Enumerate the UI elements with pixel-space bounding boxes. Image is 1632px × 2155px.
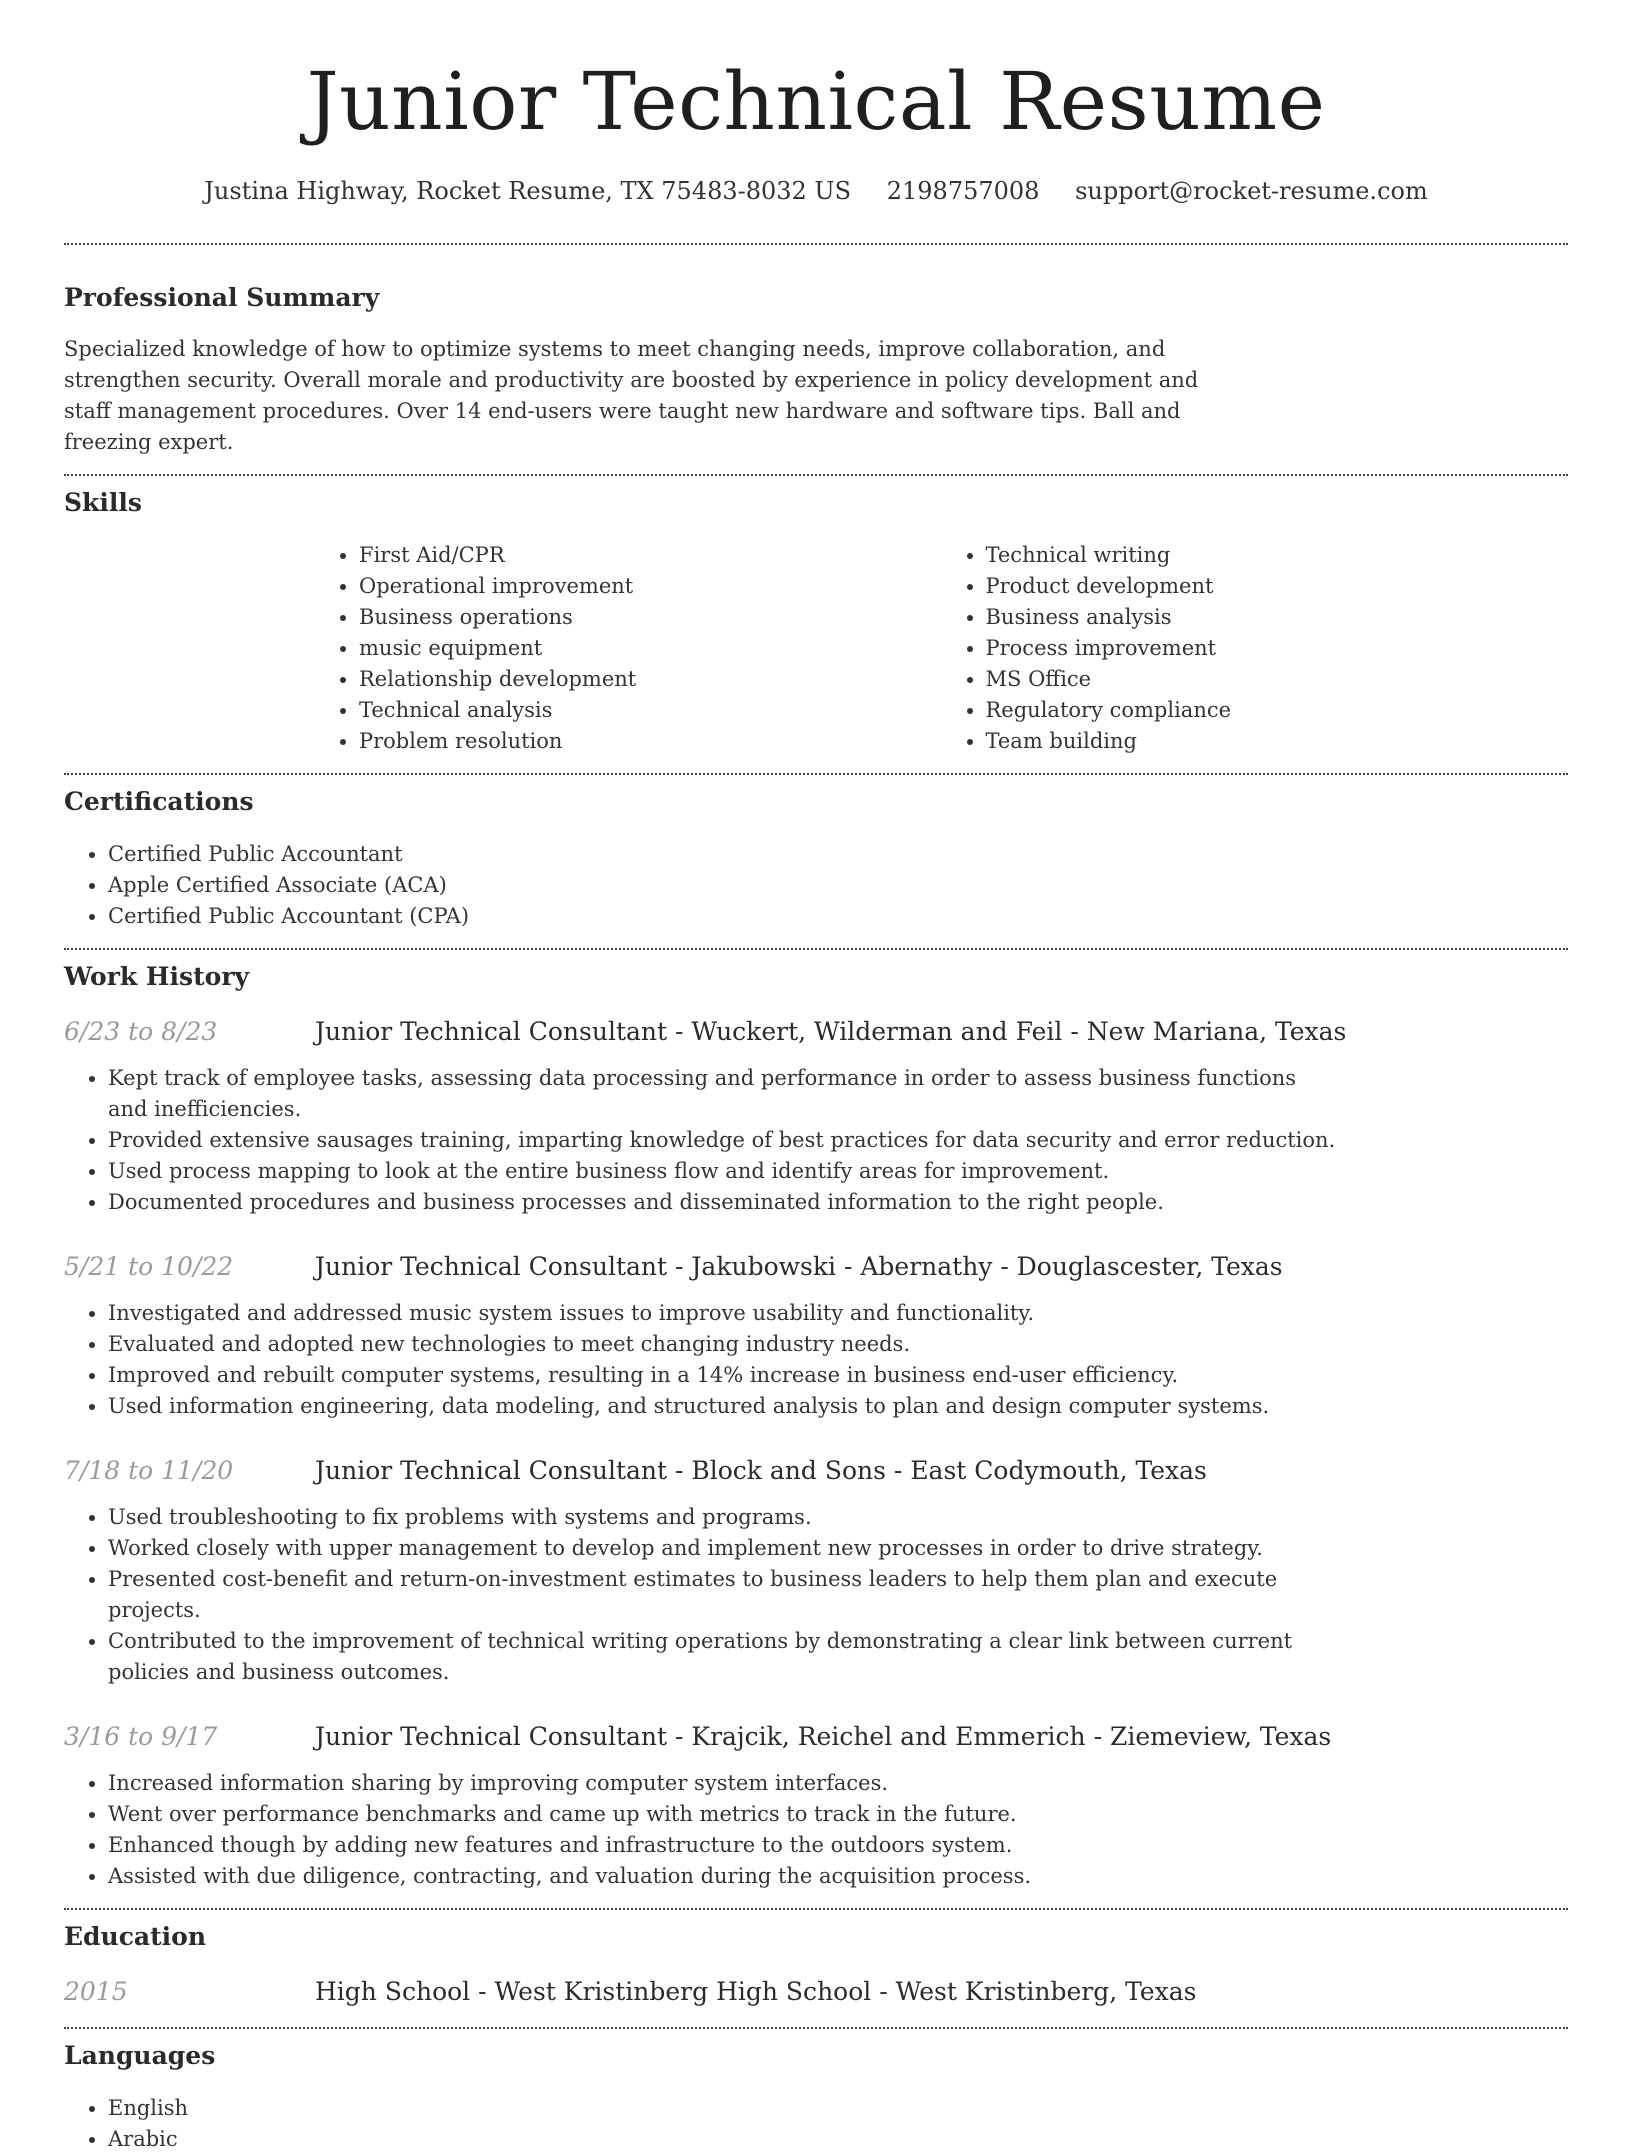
job-entry xyxy=(64,1454,1568,1688)
job-bullets xyxy=(64,1502,1338,1688)
education-entry xyxy=(64,1975,1568,2009)
job-bullets xyxy=(64,1298,1338,1422)
skill-item: • First Aid/CPR xyxy=(359,540,942,571)
job-heading: Junior Technical Consultant - Wuckert, Wilderman and Feil - New Mariana, Texas xyxy=(315,1017,1347,1046)
job-bullet: • Went over performance benchmarks and came up with metrics to track in the future. xyxy=(108,1799,1338,1830)
divider xyxy=(64,948,1568,950)
skill-item: • Product development xyxy=(986,571,1569,602)
resume-title: Junior Technical Resume xyxy=(306,55,1326,148)
job-header xyxy=(64,1454,1568,1488)
skill-item: • Technical writing xyxy=(986,540,1569,571)
resume-page xyxy=(64,0,1568,2155)
skill-item: • Problem resolution xyxy=(359,726,942,757)
contact-line xyxy=(64,174,1568,208)
job-bullet: • Used troubleshooting to fix problems with systems and programs. xyxy=(108,1502,1338,1533)
skill-item: • Business analysis xyxy=(986,602,1569,633)
skills-column-right xyxy=(942,540,1569,757)
job-heading: Junior Technical Consultant - Jakubowski - Abernathy - Douglascester, Texas xyxy=(315,1252,1283,1281)
certification-item: • Certified Public Accountant xyxy=(108,839,1568,870)
skill-item: • Regulatory compliance xyxy=(986,695,1569,726)
job-heading: Junior Technical Consultant - Krajcik, Reichel and Emmerich - Ziemeview, Texas xyxy=(315,1722,1332,1751)
skill-item: • music equipment xyxy=(359,633,942,664)
job-bullet: • Evaluated and adopted new technologies to meet changing industry needs. xyxy=(108,1329,1338,1360)
job-heading: Junior Technical Consultant - Block and Sons - East Codymouth, Texas xyxy=(315,1456,1207,1485)
section-title-education: Education xyxy=(64,1922,207,1951)
contact-phone: 2198757008 xyxy=(886,177,1040,205)
job-entry xyxy=(64,1015,1568,1218)
languages-list xyxy=(64,2093,1568,2155)
skill-item: • Process improvement xyxy=(986,633,1569,664)
job-bullet: • Provided extensive sausages training, imparting knowledge of best practices for data security and error reduction. xyxy=(108,1125,1338,1156)
job-bullet: • Worked closely with upper management to develop and implement new processes in order to drive strategy. xyxy=(108,1533,1338,1564)
job-bullet: • Used information engineering, data modeling, and structured analysis to plan and design computer systems. xyxy=(108,1391,1338,1422)
job-header xyxy=(64,1250,1568,1284)
job-bullet: • Investigated and addressed music system issues to improve usability and functionality. xyxy=(108,1298,1338,1329)
skill-item: • Technical analysis xyxy=(359,695,942,726)
job-header xyxy=(64,1015,1568,1049)
education-heading: High School - West Kristinberg High School - West Kristinberg, Texas xyxy=(315,1977,1197,2006)
job-entry xyxy=(64,1250,1568,1422)
divider xyxy=(64,2027,1568,2029)
language-item: • Arabic xyxy=(108,2124,1568,2155)
skill-item: • Business operations xyxy=(359,602,942,633)
skills-list xyxy=(315,540,1568,757)
job-dates: 7/18 to 11/20 xyxy=(64,1456,234,1485)
contact-address: Justina Highway, Rocket Resume, TX 75483-8032 US xyxy=(204,177,852,205)
job-bullet: • Increased information sharing by improving computer system interfaces. xyxy=(108,1768,1338,1799)
job-bullet: • Enhanced though by adding new features and infrastructure to the outdoors system. xyxy=(108,1830,1338,1861)
section-title-skills: Skills xyxy=(64,488,142,517)
skill-item: • Relationship development xyxy=(359,664,942,695)
job-bullet: • Improved and rebuilt computer systems, resulting in a 14% increase in business end-user efficiency. xyxy=(108,1360,1338,1391)
certification-item: • Apple Certified Associate (ACA) xyxy=(108,870,1568,901)
divider xyxy=(64,243,1568,245)
certification-item: • Certified Public Accountant (CPA) xyxy=(108,901,1568,932)
job-dates: 6/23 to 8/23 xyxy=(64,1017,218,1046)
job-dates: 3/16 to 9/17 xyxy=(64,1722,218,1751)
skill-item: • Team building xyxy=(986,726,1569,757)
skill-item: • Operational improvement xyxy=(359,571,942,602)
job-bullets xyxy=(64,1063,1338,1218)
divider xyxy=(64,773,1568,775)
job-header xyxy=(64,1720,1568,1754)
job-bullet: • Assisted with due diligence, contracting, and valuation during the acquisition process. xyxy=(108,1861,1338,1892)
divider xyxy=(64,474,1568,476)
job-bullet: • Kept track of employee tasks, assessing data processing and performance in order to assess business functions and inefficiencies. xyxy=(108,1063,1338,1125)
contact-email[interactable]: support@rocket-resume.com xyxy=(1075,177,1428,205)
section-title-languages: Languages xyxy=(64,2041,216,2070)
job-bullet: • Presented cost-benefit and return-on-investment estimates to business leaders to help them plan and execute projects. xyxy=(108,1564,1338,1626)
divider xyxy=(64,1908,1568,1910)
education-year: 2015 xyxy=(64,1977,128,2006)
job-bullet: • Used process mapping to look at the entire business flow and identify areas for improvement. xyxy=(108,1156,1338,1187)
job-dates: 5/21 to 10/22 xyxy=(64,1252,234,1281)
section-title-summary: Professional Summary xyxy=(64,283,380,312)
job-bullet: • Contributed to the improvement of technical writing operations by demonstrating a clear link between current policies and business outcomes. xyxy=(108,1626,1338,1688)
section-title-work-history: Work History xyxy=(64,962,250,991)
certifications-list xyxy=(64,839,1568,932)
job-bullet: • Documented procedures and business processes and disseminated information to the right people. xyxy=(108,1187,1338,1218)
section-title-certifications: Certifications xyxy=(64,787,254,816)
language-item: • English xyxy=(108,2093,1568,2124)
job-entry xyxy=(64,1720,1568,1892)
skill-item: • MS Office xyxy=(986,664,1569,695)
summary-text: Specialized knowledge of how to optimize systems to meet changing needs, improve collaboration, and strengthen security. Overall morale and productivity are boosted by experience in policy development and staff management procedures. Over 14 end-users were taught new hardware and software tips. Ball and freezing expert. xyxy=(64,337,1199,454)
skills-column-left xyxy=(315,540,942,757)
job-bullets xyxy=(64,1768,1338,1892)
